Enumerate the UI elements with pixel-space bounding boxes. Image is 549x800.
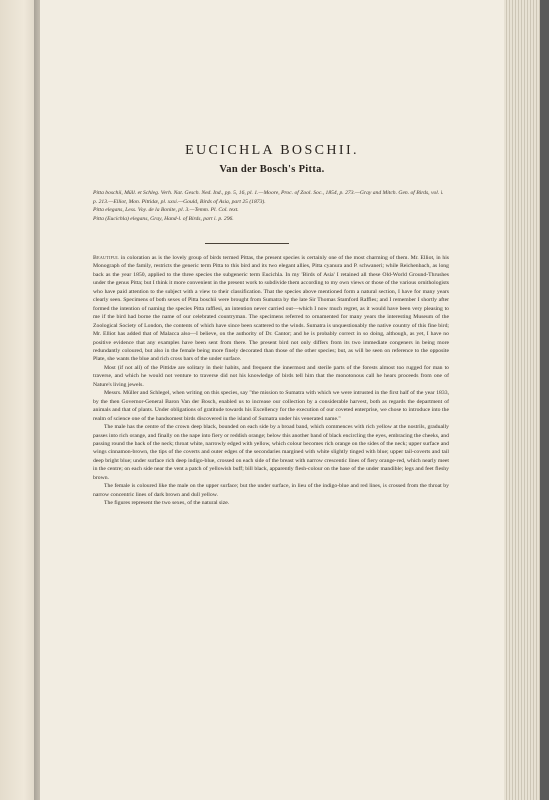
page-title: EUCICHLA BOSCHII. xyxy=(185,143,359,158)
section-divider xyxy=(205,243,289,244)
body-paragraph: Most (if not all) of the Pittidæ are solitary in their habits, and frequent the innermost and sterile parts of the forests almost too rugged for man to traverse, and which he would not venture to traverse did not his knowledge of birds tell him that the monotonous call he hears proceeds from one of Nature's living jewels. xyxy=(93,364,449,388)
background-strip xyxy=(540,0,549,800)
lead-word: Beautiful xyxy=(93,255,120,261)
page-subtitle: Van der Bosch's Pitta. xyxy=(219,164,325,175)
body-paragraph: The female is coloured like the male on the upper surface; but the under surface, in lieu of the indigo-blue and red lines, is crossed from the throat by narrow concentric lines of dark brown and dull yellow. xyxy=(93,483,449,498)
synonymy-references xyxy=(93,189,448,223)
paragraph-text: in coloration as is the lovely group of birds termed Pittas, the present species is certainly one of the most charming of them. Mr. Elliot, in his Monograph of the family, restricts the generic term Pitta to this bird and its two elegant allies, Pitta cyanura and P. schwaneri; while Reichenbach, as long back as the year 1850, applied to the three species the subgeneric term Eucichla. In my 'Birds of Asia' I retained all these Old-World Ground-Thrushes under the genus Pitta; but I think it more convenient in the present work to subdivide them according to my own views or those of the various ornithologists who have paid attention to the subject with a view to their classification. That the species above mentioned form a natural section, I have for many years clearly seen. Specimens of both sexes of Pitta boschii were brought from Sumatra by the late Sir Thomas Stamford Raffles; and I remember I shortly after formed the intention of naming the species Pitta rafflesi, an intention never carried out—which I now much regret, as it would have been very pleasing to me if the bird had borne the name of our celebrated countryman. The specimens referred to ornamented for many years the interesting Museum of the Zoological Society of London, the contents of which have since been scattered to the winds. Sumatra is unquestionably the native country of this fine bird; Mr. Elliot has added that of Malacca also—I believe, on the authority of Dr. Cantor; and he is probably correct in so doing, although, as yet, I have no positive evidence that any examples have been sent from there. The present bird not only differs from its two immediate congeners in being more redundantly coloured, but also in the female being more finely decorated than those of the other species; but, as will be seen on reference to the opposite Plate, she wants the blue and rich cross bars of the under surface. xyxy=(93,255,449,363)
article-body xyxy=(93,254,449,508)
page-stack-edge xyxy=(504,0,540,800)
body-paragraph: Messrs. Müller and Schlegel, when writing on this species, say "the mission to Sumatra with which we were intrusted in the first half of the year 1833, by the then Governor-General Baron Van der Bosch, enabled us to increase our collection by a considerable harvest, both as regards the department of animals and that of plants. Under obligations of gratitude towards his Excellency for the execution of our coveted enterprise, we chose to introduce into the realm of science one of the handsomest birds discovered in the island of Sumatra under his venerated name." xyxy=(93,390,449,422)
reference-entry: Pitta elegans, Less. Voy. de la Bonite, pl. 3.—Temm. Pl. Col. text. xyxy=(93,207,239,214)
reference-entry: Pitta boschii, Müll. et Schleg. Verh. Nat. Gesch. Ned. Ind., pp. 5, 16, pl. 1.—Moore, Proc. of Zool. Soc., 1854, p. 273.—Gray and Mitch. Gen. of Birds, vol. i. p. 213.—Elliot, Mon. Pittidæ, pl. xxxi.—Gould, Birds of Asia, part 25 (1873). xyxy=(93,190,444,205)
body-paragraph: The figures represent the two sexes, of the natural size. xyxy=(104,500,230,507)
body-paragraph xyxy=(93,254,449,364)
reference-entry: Pitta (Eucichla) elegans, Gray, Hand-l. of Birds, part i. p. 296. xyxy=(93,215,234,222)
body-paragraph: The male has the centre of the crown deep black, bounded on each side by a broad band, which commences with rich yellow at the nostrils, gradually passes into rich orange, and finally on the nape into fiery or reddish orange; below this another band of black encircling the eyes, embracing the cheeks, and passing round the back of the neck; throat white, narrowly edged with yellow, which colour becomes rich orange on the sides of the neck; upper surface and wings cinnamon-brown, the tips of the coverts and outer edges of the secondaries margined with white slightly tinged with blue; upper tail-coverts and tail deep bright blue; under surface rich deep indigo-blue, crossed on each side of the breast with narrow crescentic lines of fiery orange-red, which nearly meet in the centre; on each side near the vent a patch of yellowish buff; bill black, apparently flesh-colour on the base of the under mandible; legs and feet fleshy brown. xyxy=(93,424,449,481)
